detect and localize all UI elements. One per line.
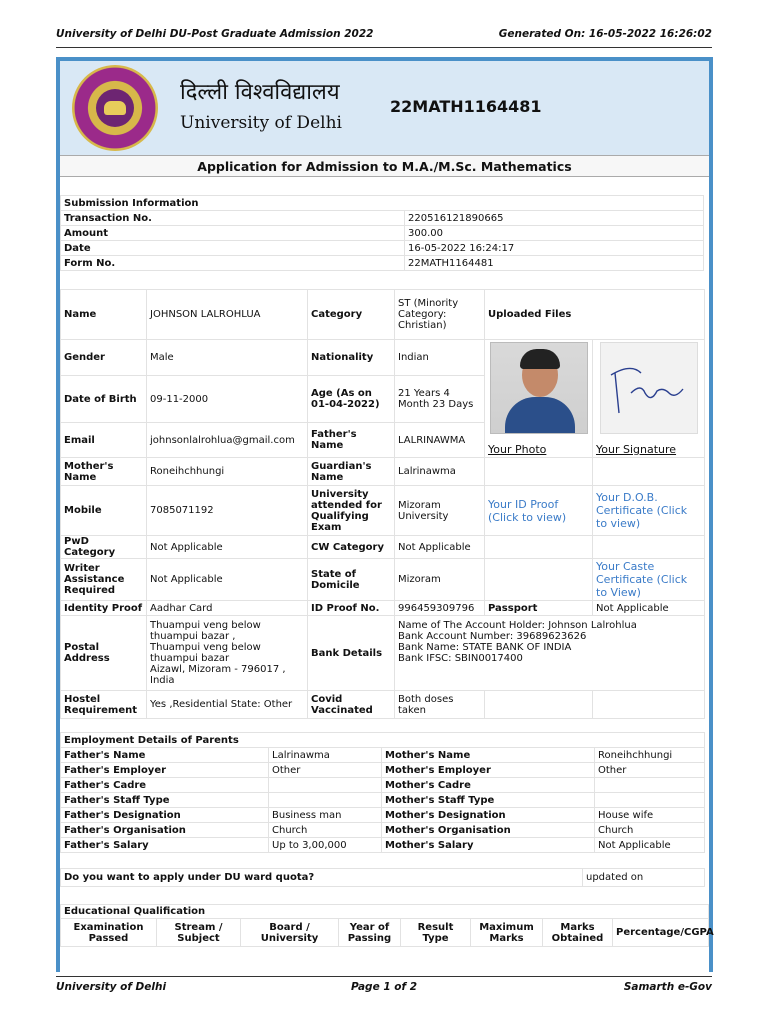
table-row: Form No. 22MATH1164481: [61, 256, 704, 271]
university-name-english: University of Delhi: [180, 113, 342, 133]
form-number: 22MATH1164481: [390, 97, 542, 116]
table-row: Father's Organisation Church Mother's Organisation Church: [61, 823, 705, 838]
column-header: Percentage/CGPA: [613, 919, 709, 947]
employment-heading: Employment Details of Parents: [61, 733, 705, 748]
column-header: Year of Passing: [339, 919, 401, 947]
category-value: ST (Minority Category: Christian): [395, 290, 485, 340]
running-header: [56, 28, 712, 48]
header-title: University of Delhi DU-Post Graduate Admission 2022: [56, 28, 374, 40]
submission-heading: Submission Information: [61, 196, 704, 211]
column-header: Board / University: [241, 919, 339, 947]
applicant-name: JOHNSON LALROHLUA: [147, 290, 308, 340]
your-signature-link[interactable]: Your Signature: [596, 443, 677, 456]
education-header-row: [61, 919, 709, 947]
table-row: Transaction No. 220516121890665: [61, 211, 704, 226]
column-header: Stream / Subject: [157, 919, 241, 947]
id-proof-link[interactable]: Your ID Proof (Click to view): [485, 486, 593, 536]
footer-left: University of Delhi: [56, 981, 167, 993]
table-row: Father's Employer Other Mother's Employer Other: [61, 763, 705, 778]
email-value: johnsonlalrohlua@gmail.com: [147, 423, 308, 458]
education-table: [60, 904, 714, 947]
footer-right: Samarth e-Gov: [623, 981, 712, 993]
caste-certificate-link[interactable]: Your Caste Certificate (Click to View): [593, 559, 705, 601]
table-row: Father's Salary Up to 3,00,000 Mother's Salary Not Applicable: [61, 838, 705, 853]
table-row: Date 16-05-2022 16:24:17: [61, 241, 704, 256]
submission-table: [60, 195, 704, 271]
ward-quota-status: updated on: [583, 869, 705, 887]
table-row: Father's Cadre Mother's Cadre: [61, 778, 705, 793]
table-row: Amount 300.00: [61, 226, 704, 241]
generated-on: Generated On: 16-05-2022 16:26:02: [498, 28, 712, 40]
postal-address: Thuampui veng below thuampui bazar , Thuampui veng below thuampui bazar Aizawl, Mizoram - 796017 , India: [147, 616, 308, 691]
column-header: Result Type: [401, 919, 471, 947]
application-title: Application for Admission to M.A./M.Sc. Mathematics: [60, 155, 709, 177]
university-banner: [60, 61, 709, 155]
column-header: Maximum Marks: [471, 919, 543, 947]
applicant-photo: [490, 342, 588, 434]
signature-image: [601, 343, 699, 435]
applicant-signature: [600, 342, 698, 434]
table-row: Father's Designation Business man Mother's Designation House wife: [61, 808, 705, 823]
personal-details-table: Name JOHNSON LALROHLUA Category ST (Minority Category: Christian) Uploaded Files Gender Male Nationality Indian Your Photo Your Signature Date of Birth 09-11-2000 Age (As on 01-04-2022) 21 Years 4 Month 23 Days Email johnsonlalrohlua@gmail.com Father's Name LALRINAWMA Mother's Name Roneihchhungi Guardian's Name Lalrinawma Mobile 7085071192 University attended for Qualifying Exam Mizoram University Your ID Proof (Click to view) Your D.O.B. Certificate (Click to view) PwD Category Not Applicable CW Category Not Applicable Writer Assistance Required Not Applicable State of Domicile Mizoram Your Caste Certificate (Click to View) Identity Proof Aadhar Card ID Proof No. 996459309796 Passport Not Applicable Postal Address Thuampui veng below thuampui bazar , Thuampui veng below thuampui bazar Aizawl, Mizoram - 796017 , India Bank Details Name of The Account Holder: Johnson Lalrohlua Bank Account Number: 39689623626 Bank Name: STATE BANK OF INDIA Bank IFSC: SBIN0017400 Hostel Requirement Yes ,Residential State: Other Covid Vaccinated Both doses taken: [60, 289, 705, 719]
your-photo-link[interactable]: Your Photo: [488, 443, 547, 456]
dob-certificate-link[interactable]: Your D.O.B. Certificate (Click to view): [593, 486, 705, 536]
table-row: Father's Name Lalrinawma Mother's Name Roneihchhungi: [61, 748, 705, 763]
running-footer: [56, 976, 712, 998]
table-row: Father's Staff Type Mother's Staff Type: [61, 793, 705, 808]
education-heading: Educational Qualification: [61, 905, 709, 919]
column-header: Marks Obtained: [543, 919, 613, 947]
university-seal-logo: [72, 65, 158, 151]
ward-quota-table: [60, 868, 705, 887]
column-header: Examination Passed: [61, 919, 157, 947]
page-number: Page 1 of 2: [350, 981, 418, 993]
university-name-hindi: दिल्ली विश्वविद्यालय: [180, 80, 340, 105]
bank-details: Name of The Account Holder: Johnson Lalrohlua Bank Account Number: 39689623626 Bank Name: STATE BANK OF INDIA Bank IFSC: SBIN0017400: [395, 616, 705, 691]
ward-quota-question: Do you want to apply under DU ward quota?: [61, 869, 583, 887]
employment-table: [60, 732, 705, 853]
